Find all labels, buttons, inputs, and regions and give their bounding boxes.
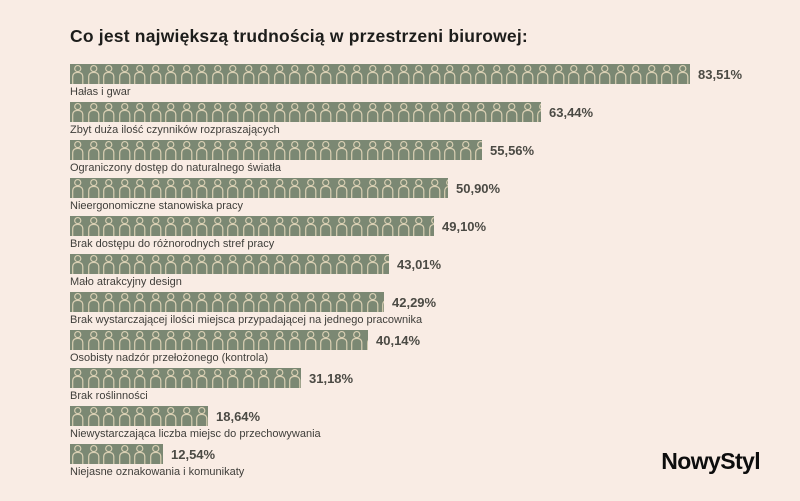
- person-icon: [132, 292, 148, 312]
- pictogram-bar: [70, 368, 301, 388]
- person-icon: [551, 64, 567, 84]
- person-icon: [225, 330, 241, 350]
- person-icon: [101, 64, 117, 84]
- person-icon: [442, 140, 458, 160]
- person-icon: [272, 64, 288, 84]
- person-icon: [272, 140, 288, 160]
- bar-value: 42,29%: [392, 294, 437, 310]
- person-icon: [442, 102, 458, 122]
- person-icon: [194, 178, 210, 198]
- person-icon: [86, 444, 102, 464]
- bar-row: [70, 368, 760, 402]
- person-icon: [225, 102, 241, 122]
- person-icon: [241, 64, 257, 84]
- person-icon: [225, 64, 241, 84]
- person-icon: [179, 406, 195, 426]
- person-icon: [473, 64, 489, 84]
- person-icon: [241, 178, 257, 198]
- person-icon: [132, 102, 148, 122]
- person-icon: [334, 140, 350, 160]
- pictogram-bar: [70, 292, 384, 312]
- person-icon: [272, 254, 288, 274]
- bar-chart: [70, 64, 760, 478]
- person-icon: [272, 292, 288, 312]
- person-icon: [318, 102, 334, 122]
- person-icon: [101, 444, 117, 464]
- person-icon: [256, 178, 272, 198]
- person-icon: [101, 368, 117, 388]
- bar-line: [70, 64, 760, 84]
- person-icon: [70, 102, 86, 122]
- person-icon: [334, 330, 350, 350]
- person-icon: [380, 64, 396, 84]
- person-icon: [349, 102, 365, 122]
- person-icon: [272, 178, 288, 198]
- person-icon: [427, 102, 443, 122]
- person-icon: [179, 330, 195, 350]
- bar-line: [70, 178, 760, 198]
- person-icon: [101, 178, 117, 198]
- person-icon: [411, 102, 427, 122]
- person-icon: [349, 254, 365, 274]
- person-icon: [194, 330, 210, 350]
- person-icon: [86, 406, 102, 426]
- bar-value: 12,54%: [171, 446, 216, 462]
- person-icon: [380, 216, 396, 236]
- bar-row: [70, 64, 760, 98]
- person-icon: [194, 292, 210, 312]
- person-icon: [70, 140, 86, 160]
- bar-value: 18,64%: [216, 408, 261, 424]
- person-icon: [349, 330, 365, 350]
- nowystyl-logo: NowyStyl: [661, 448, 760, 474]
- bar-label: Ograniczony dostęp do naturalnego światła: [70, 162, 281, 174]
- person-icon: [241, 292, 257, 312]
- bar-row: [70, 216, 760, 250]
- bar-label: Mało atrakcyjny design: [70, 276, 182, 288]
- person-icon: [86, 102, 102, 122]
- person-icon: [225, 254, 241, 274]
- person-icon: [334, 178, 350, 198]
- person-icon: [194, 64, 210, 84]
- person-icon: [70, 406, 86, 426]
- person-icon: [613, 64, 629, 84]
- person-icon: [520, 102, 536, 122]
- person-icon: [303, 292, 319, 312]
- pictogram-bar: [70, 140, 482, 160]
- person-icon: [241, 254, 257, 274]
- person-icon: [117, 330, 133, 350]
- person-icon: [117, 292, 133, 312]
- person-icon: [458, 64, 474, 84]
- person-icon: [458, 140, 474, 160]
- person-icon: [303, 64, 319, 84]
- pictogram-bar: [70, 444, 163, 464]
- person-icon: [380, 178, 396, 198]
- person-icon: [396, 64, 412, 84]
- person-icon: [132, 64, 148, 84]
- person-icon: [101, 292, 117, 312]
- bar-line: [70, 140, 760, 160]
- person-icon: [86, 140, 102, 160]
- person-icon: [566, 64, 582, 84]
- person-icon: [318, 216, 334, 236]
- person-icon: [148, 330, 164, 350]
- person-icon: [148, 216, 164, 236]
- person-icon: [287, 140, 303, 160]
- person-icon: [117, 102, 133, 122]
- person-icon: [318, 254, 334, 274]
- person-icon: [210, 330, 226, 350]
- person-icon: [163, 64, 179, 84]
- person-icon: [365, 140, 381, 160]
- bar-label: Hałas i gwar: [70, 86, 131, 98]
- pictogram-bar: [70, 330, 368, 350]
- person-icon: [101, 330, 117, 350]
- person-icon: [117, 178, 133, 198]
- person-icon: [334, 216, 350, 236]
- person-icon: [427, 140, 443, 160]
- person-icon: [148, 444, 164, 464]
- person-icon: [194, 140, 210, 160]
- person-icon: [287, 330, 303, 350]
- person-icon: [163, 406, 179, 426]
- person-icon: [70, 254, 86, 274]
- person-icon: [473, 140, 482, 160]
- person-icon: [303, 254, 319, 274]
- person-icon: [396, 102, 412, 122]
- person-icon: [101, 140, 117, 160]
- pictogram-bar: [70, 178, 448, 198]
- bar-line: [70, 292, 760, 312]
- person-icon: [504, 102, 520, 122]
- person-icon: [163, 292, 179, 312]
- bar-line: [70, 444, 760, 464]
- person-icon: [210, 368, 226, 388]
- person-icon: [318, 178, 334, 198]
- person-icon: [442, 178, 448, 198]
- person-icon: [132, 330, 148, 350]
- bar-row: [70, 140, 760, 174]
- person-icon: [148, 292, 164, 312]
- person-icon: [318, 330, 334, 350]
- person-icon: [256, 368, 272, 388]
- person-icon: [272, 330, 288, 350]
- person-icon: [365, 216, 381, 236]
- person-icon: [365, 330, 369, 350]
- person-icon: [225, 368, 241, 388]
- person-icon: [411, 216, 427, 236]
- person-icon: [179, 368, 195, 388]
- person-icon: [148, 140, 164, 160]
- person-icon: [70, 216, 86, 236]
- person-icon: [70, 178, 86, 198]
- person-icon: [675, 64, 691, 84]
- person-icon: [427, 64, 443, 84]
- person-icon: [241, 140, 257, 160]
- person-icon: [117, 368, 133, 388]
- person-icon: [132, 444, 148, 464]
- person-icon: [520, 64, 536, 84]
- bar-label: Brak dostępu do różnorodnych stref pracy: [70, 238, 275, 250]
- person-icon: [101, 102, 117, 122]
- bar-row: [70, 178, 760, 212]
- person-icon: [117, 140, 133, 160]
- bar-value: 43,01%: [397, 256, 442, 272]
- person-icon: [489, 64, 505, 84]
- person-icon: [117, 216, 133, 236]
- person-icon: [380, 254, 389, 274]
- person-icon: [318, 140, 334, 160]
- person-icon: [504, 64, 520, 84]
- bar-value: 63,44%: [549, 104, 594, 120]
- person-icon: [194, 254, 210, 274]
- person-icon: [644, 64, 660, 84]
- person-icon: [117, 64, 133, 84]
- person-icon: [70, 64, 86, 84]
- person-icon: [272, 368, 288, 388]
- person-icon: [194, 216, 210, 236]
- person-icon: [396, 216, 412, 236]
- person-icon: [380, 292, 384, 312]
- person-icon: [256, 292, 272, 312]
- bar-label: Nieergonomiczne stanowiska pracy: [70, 200, 244, 212]
- bar-value: 31,18%: [309, 370, 354, 386]
- person-icon: [365, 102, 381, 122]
- person-icon: [86, 368, 102, 388]
- person-icon: [225, 292, 241, 312]
- person-icon: [70, 292, 86, 312]
- person-icon: [535, 64, 551, 84]
- bar-label: Brak wystarczającej ilości miejsca przypadającej na jednego pracownika: [70, 314, 423, 326]
- person-icon: [132, 140, 148, 160]
- bar-label: Zbyt duża ilość czynników rozpraszających: [70, 124, 280, 136]
- bar-value: 83,51%: [698, 66, 743, 82]
- person-icon: [318, 64, 334, 84]
- person-icon: [287, 102, 303, 122]
- person-icon: [287, 368, 301, 388]
- person-icon: [349, 178, 365, 198]
- person-icon: [334, 254, 350, 274]
- person-icon: [272, 216, 288, 236]
- person-icon: [396, 178, 412, 198]
- person-icon: [117, 406, 133, 426]
- bar-line: [70, 216, 760, 236]
- bar-line: [70, 254, 760, 274]
- person-icon: [241, 330, 257, 350]
- person-icon: [334, 64, 350, 84]
- person-icon: [256, 330, 272, 350]
- person-icon: [365, 254, 381, 274]
- bar-line: [70, 102, 760, 122]
- person-icon: [349, 292, 365, 312]
- person-icon: [117, 254, 133, 274]
- person-icon: [194, 406, 208, 426]
- bar-line: [70, 330, 760, 350]
- person-icon: [132, 368, 148, 388]
- person-icon: [148, 178, 164, 198]
- person-icon: [132, 406, 148, 426]
- person-icon: [287, 292, 303, 312]
- bar-row: [70, 102, 760, 136]
- person-icon: [70, 368, 86, 388]
- bar-label: Niejasne oznakowania i komunikaty: [70, 466, 245, 478]
- person-icon: [380, 140, 396, 160]
- person-icon: [163, 216, 179, 236]
- bar-row: [70, 444, 760, 478]
- person-icon: [148, 254, 164, 274]
- person-icon: [225, 140, 241, 160]
- person-icon: [628, 64, 644, 84]
- person-icon: [365, 178, 381, 198]
- person-icon: [101, 406, 117, 426]
- person-icon: [396, 140, 412, 160]
- person-icon: [458, 102, 474, 122]
- person-icon: [132, 178, 148, 198]
- person-icon: [210, 64, 226, 84]
- person-icon: [256, 102, 272, 122]
- person-icon: [86, 178, 102, 198]
- person-icon: [303, 178, 319, 198]
- person-icon: [287, 254, 303, 274]
- person-icon: [194, 368, 210, 388]
- person-icon: [349, 64, 365, 84]
- person-icon: [101, 216, 117, 236]
- bar-value: 50,90%: [456, 180, 501, 196]
- person-icon: [256, 140, 272, 160]
- person-icon: [117, 444, 133, 464]
- person-icon: [210, 140, 226, 160]
- person-icon: [163, 102, 179, 122]
- person-icon: [287, 64, 303, 84]
- pictogram-bar: [70, 406, 208, 426]
- person-icon: [535, 102, 541, 122]
- bar-line: [70, 368, 760, 388]
- person-icon: [303, 140, 319, 160]
- person-icon: [86, 330, 102, 350]
- bar-value: 40,14%: [376, 332, 421, 348]
- person-icon: [411, 64, 427, 84]
- person-icon: [179, 178, 195, 198]
- person-icon: [132, 216, 148, 236]
- bar-label: Brak roślinności: [70, 390, 148, 402]
- person-icon: [163, 254, 179, 274]
- person-icon: [489, 102, 505, 122]
- person-icon: [303, 102, 319, 122]
- person-icon: [334, 102, 350, 122]
- pictogram-bar: [70, 216, 434, 236]
- bar-label: Niewystarczająca liczba miejsc do przechowywania: [70, 428, 321, 440]
- person-icon: [365, 64, 381, 84]
- person-icon: [241, 102, 257, 122]
- person-icon: [210, 102, 226, 122]
- person-icon: [241, 216, 257, 236]
- person-icon: [225, 178, 241, 198]
- person-icon: [179, 102, 195, 122]
- pictogram-bar: [70, 254, 389, 274]
- person-icon: [163, 368, 179, 388]
- person-icon: [349, 140, 365, 160]
- bar-row: [70, 330, 760, 364]
- person-icon: [659, 64, 675, 84]
- person-icon: [256, 254, 272, 274]
- pictogram-bar: [70, 64, 690, 84]
- person-icon: [334, 292, 350, 312]
- bar-line: [70, 406, 760, 426]
- person-icon: [427, 178, 443, 198]
- person-icon: [86, 64, 102, 84]
- person-icon: [163, 178, 179, 198]
- person-icon: [210, 178, 226, 198]
- person-icon: [148, 406, 164, 426]
- person-icon: [194, 102, 210, 122]
- bar-value: 49,10%: [442, 218, 487, 234]
- person-icon: [318, 292, 334, 312]
- person-icon: [225, 216, 241, 236]
- bar-label: Osobisty nadzór przełożonego (kontrola): [70, 352, 269, 364]
- person-icon: [210, 254, 226, 274]
- pictogram-bar: [70, 102, 541, 122]
- bar-row: [70, 292, 760, 326]
- person-icon: [349, 216, 365, 236]
- person-icon: [163, 140, 179, 160]
- person-icon: [241, 368, 257, 388]
- person-icon: [132, 254, 148, 274]
- person-icon: [210, 292, 226, 312]
- bar-value: 55,56%: [490, 142, 535, 158]
- person-icon: [411, 140, 427, 160]
- person-icon: [148, 368, 164, 388]
- person-icon: [86, 292, 102, 312]
- bar-row: [70, 406, 760, 440]
- person-icon: [179, 292, 195, 312]
- person-icon: [287, 178, 303, 198]
- person-icon: [256, 216, 272, 236]
- person-icon: [148, 102, 164, 122]
- person-icon: [303, 330, 319, 350]
- person-icon: [148, 64, 164, 84]
- person-icon: [582, 64, 598, 84]
- person-icon: [256, 64, 272, 84]
- person-icon: [365, 292, 381, 312]
- person-icon: [597, 64, 613, 84]
- person-icon: [163, 330, 179, 350]
- chart-title: Co jest największą trudnością w przestrzeni biurowej:: [70, 26, 528, 46]
- person-icon: [179, 140, 195, 160]
- person-icon: [272, 102, 288, 122]
- person-icon: [303, 216, 319, 236]
- person-icon: [101, 254, 117, 274]
- person-icon: [70, 330, 86, 350]
- person-icon: [427, 216, 435, 236]
- person-icon: [179, 254, 195, 274]
- person-icon: [442, 64, 458, 84]
- person-icon: [287, 216, 303, 236]
- person-icon: [179, 64, 195, 84]
- person-icon: [179, 216, 195, 236]
- person-icon: [380, 102, 396, 122]
- person-icon: [70, 444, 86, 464]
- person-icon: [86, 216, 102, 236]
- person-icon: [86, 254, 102, 274]
- person-icon: [473, 102, 489, 122]
- person-icon: [411, 178, 427, 198]
- person-icon: [210, 216, 226, 236]
- bar-row: [70, 254, 760, 288]
